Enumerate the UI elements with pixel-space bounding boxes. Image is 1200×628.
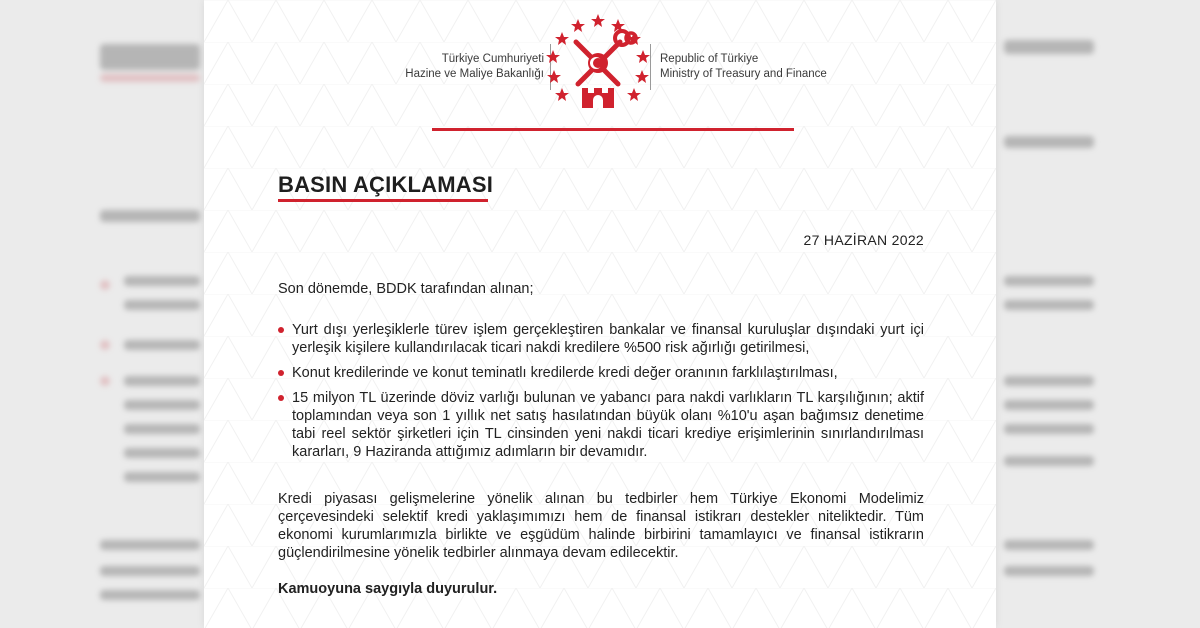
ministry-name-turkish-line1: Türkiye Cumhuriyeti [441, 53, 544, 65]
page-title: BASIN AÇIKLAMASI [278, 172, 494, 197]
header-divider-right [650, 44, 651, 90]
release-date: 27 HAZİRAN 2022 [803, 232, 924, 248]
list-item-text: 15 milyon TL üzerinde döviz varlığı bulunan ve yabancı para nakdi varlıkların TL karşılığının; aktif toplamından veya son 1 yıllık net satış hasılatından büyük olanı %10'u aşan bağımsız denetime tabi reel sektör şirketleri için TL cinsinden yeni nakdi ticari krediye erişimlerinin sınırlandırılması kararları, 9 Haziranda attığımız adımların bir devamıdır. [292, 390, 924, 460]
ministry-name-turkish [404, 52, 544, 82]
bullet-dot-icon [278, 327, 284, 333]
ministry-name-english-line2: Ministry of Treasury and Finance [660, 68, 827, 80]
title-underline [278, 199, 488, 202]
intro-line: Son dönemde, BDDK tarafından alınan; [278, 281, 534, 297]
ministry-name-turkish-line2: Hazine ve Maliye Bakanlığı [405, 68, 544, 80]
list-item-text: Konut kredilerinde ve konut teminatlı kredilerde kredi değer oranının farklılaştırılması, [292, 365, 838, 381]
ministry-name-english-line1: Republic of Türkiye [660, 53, 759, 65]
bullet-dot-icon [278, 370, 284, 376]
ministry-name-english [660, 52, 860, 82]
press-release-page [204, 0, 996, 628]
summary-paragraph: Kredi piyasası gelişmelerine yönelik alınan bu tedbirler hem Türkiye Ekonomi Modelimiz çerçevesindeki selektif kredi yaklaşımımızı hem de finansal istikrarı destekler niteliktedir. Tüm ekonomi kurumlarımızla birlikte ve eşgüdüm halinde birbirini tamamlayıcı ve finansal istikrarın güçlendirilmesine yönelik tedbirler alınmaya devam edilecektir. [278, 491, 924, 561]
list-item [278, 321, 924, 357]
measures-list [278, 321, 924, 468]
closing-line: Kamuoyuna saygıyla duyurulur. [278, 581, 498, 597]
list-item [278, 389, 924, 461]
bullet-dot-icon [278, 395, 284, 401]
list-item [278, 364, 924, 382]
ministry-emblem-icon [542, 8, 654, 120]
header-red-rule [432, 128, 794, 131]
list-item-text: Yurt dışı yerleşiklerle türev işlem gerçekleştiren bankalar ve finansal kuruluşlar dışındaki yurt içi yerleşik kişilere kullandırılacak ticari nakdi kredilere %500 risk ağırlığı getirilmesi, [292, 322, 924, 356]
